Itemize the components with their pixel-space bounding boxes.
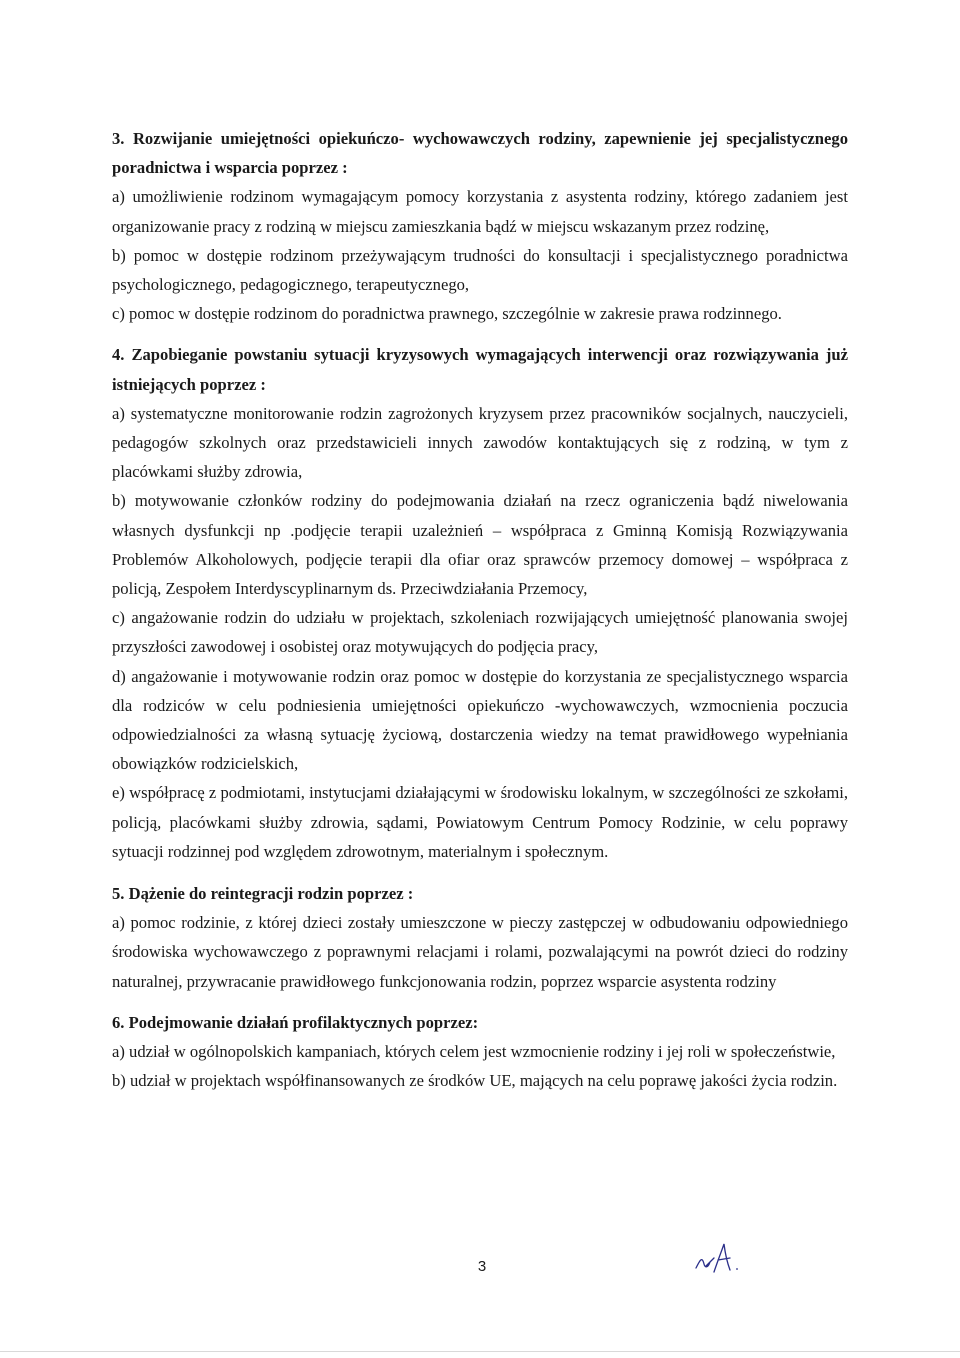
section-3-item-b: b) pomoc w dostępie rodzinom przeżywającym trudności do konsultacji i specjalistycznego poradnictwa psychologicznego, pedagogicznego, terapeutycznego, <box>112 245 848 295</box>
signature-initials <box>690 1238 750 1278</box>
section-4-item-a: a) systematyczne monitorowanie rodzin zagrożonych kryzysem przez pracowników socjalnych, nauczycieli, pedagogów szkolnych oraz przedstawicieli innych zawodów kontaktujących się z rodziną, w tym z placówkami służby zdrowia, <box>112 403 848 482</box>
section-4-item-b: b) motywowanie członków rodziny do podejmowania działań na rzecz ograniczenia bądź niwelowania własnych dysfunkcji np .podjęcie terapii uzależnień – współpraca z Gminną Komisją Rozwiązywania Problemów Alkoholowych, podjęcie terapii dla ofiar oraz sprawców przemocy domowej – współpraca z policją, Zespołem Interdyscyplinarnym ds. Przeciwdziałania Przemocy, <box>112 491 848 599</box>
section-3-heading: 3. Rozwijanie umiejętności opiekuńczo- wychowawczych rodziny, zapewnienie jej specjalistycznego poradnictwa i wsparcia poprzez : <box>112 129 848 178</box>
section-3-item-c: c) pomoc w dostępie rodzinom do poradnictwa prawnego, szczególnie w zakresie prawa rodzinnego. <box>112 304 782 324</box>
section-4-item-c: c) angażowanie rodzin do udziału w projektach, szkoleniach rozwijających umiejętność planowania swojej przyszłości zawodowej i osobistej oraz motywujących do podjęcia pracy, <box>112 608 848 657</box>
scan-edge-line <box>0 1351 960 1352</box>
section-4-item-d: d) angażowanie i motywowanie rodzin oraz pomoc w dostępie do korzystania ze specjalistycznego wsparcia dla rodziców w celu podniesienia umiejętności opiekuńczo -wychowawczych, wzmocnienia poczucia odpowiedzialności za własną sytuację życiową, dostarczenia wiedzy na temat prawidłowego wypełniania obowiązków rodzicielskich, <box>112 666 848 774</box>
section-6-heading: 6. Podejmowanie działań profilaktycznych poprzez: <box>112 1012 479 1032</box>
section-5-item-a: a) pomoc rodzinie, z której dzieci zostały umieszczone w pieczy zastępczej w odbudowaniu odpowiedniego środowiska wychowawczego z poprawnymi relacjami i rolami, pozwalającymi na powrót dzieci do rodziny naturalnej, przywracanie prawidłowego funkcjonowania rodzin, poprzez wsparcie asystenta rodziny <box>112 913 848 991</box>
page-number: 3 <box>477 1258 487 1275</box>
section-5-heading: 5. Dążenie do reintegracji rodzin poprzez : <box>112 884 414 904</box>
document-body <box>112 124 848 1096</box>
section-4-item-e: e) współpracę z podmiotami, instytucjami działającymi w środowisku lokalnym, w szczególności ze szkołami, policją, placówkami służby zdrowia, sądami, Powiatowym Centrum Pomocy Rodzinie, w celu poprawy sytuacji rodzinnej pod względem zdrowotnym, materialnym i społecznym. <box>112 783 848 861</box>
section-6-item-b: b) udział w projektach współfinansowanych ze środków UE, mających na celu poprawę jakości życia rodzin. <box>112 1071 838 1091</box>
section-6-item-a: a) udział w ogólnopolskich kampaniach, których celem jest wzmocnienie rodziny i jej roli w społeczeństwie, <box>112 1042 836 1062</box>
section-3-item-a: a) umożliwienie rodzinom wymagającym pomocy korzystania z asystenta rodziny, którego zadaniem jest organizowanie pracy z rodziną w miejscu zamieszkania bądź w miejscu wskazanym przez rodzinę, <box>112 187 848 236</box>
section-4-heading: 4. Zapobieganie powstaniu sytuacji kryzysowych wymagających interwencji oraz rozwiązywania już istniejących poprzez : <box>112 345 848 394</box>
